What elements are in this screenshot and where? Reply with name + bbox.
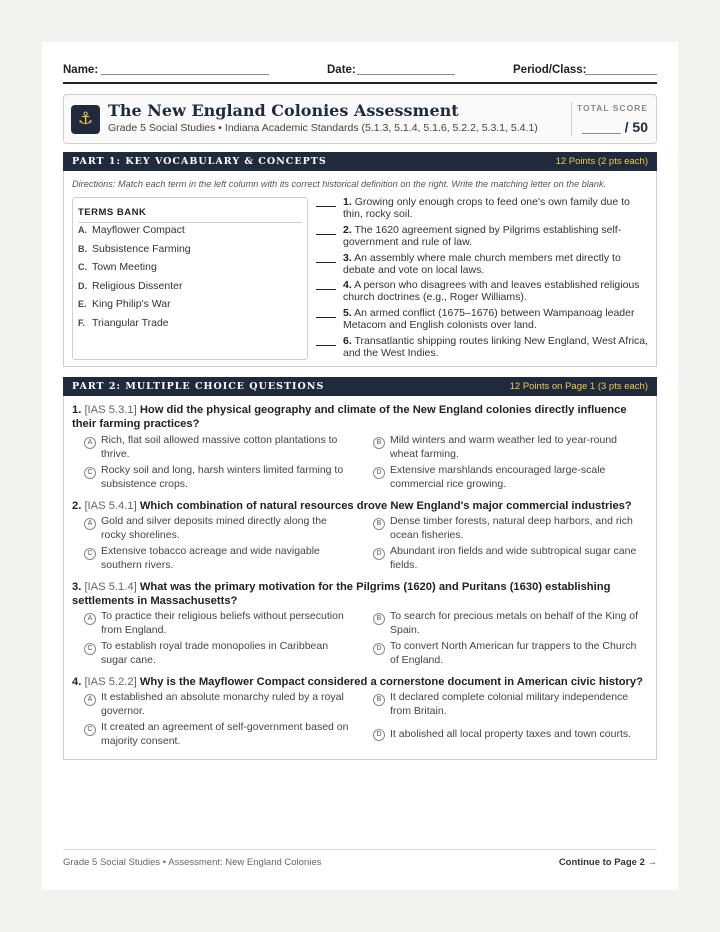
question-text: Which combination of natural resources drove New England's major commercial industries?: [139, 500, 632, 512]
period-field[interactable]: [585, 74, 657, 75]
option-text: Gold and silver deposits mined directly along the rocky shorelines.: [101, 515, 327, 541]
part1-points: 12 Points (2 pts each): [555, 156, 648, 167]
option-text: Extensive marshlands encouraged large-scale commercial rice growing.: [390, 464, 606, 490]
option-bubble[interactable]: A: [84, 613, 96, 625]
standard-tag: [IAS 5.2.2]: [84, 676, 137, 688]
question-text: How did the physical geography and climate of the New England colonies directly influence their farming practices?: [72, 404, 627, 430]
definition-text: An assembly where male church members met directly to debate and vote on local laws.: [343, 252, 621, 276]
option-bubble[interactable]: A: [84, 518, 96, 530]
question-3: [72, 580, 648, 608]
part1-header: [63, 152, 657, 171]
continue-link[interactable]: Continue to Page 2 →: [558, 857, 657, 868]
definition-item: [316, 252, 652, 280]
option-text: Mild winters and warm weather led to year-round wheat farming.: [390, 434, 618, 460]
question-1: [72, 403, 648, 431]
option-bubble[interactable]: D: [373, 643, 385, 655]
definition-number: 4.: [343, 279, 352, 291]
question-number: 4.: [72, 676, 82, 688]
option-bubble[interactable]: B: [373, 518, 385, 530]
part2-points: 12 Points on Page 1 (3 pts each): [509, 381, 648, 392]
option-bubble[interactable]: C: [84, 548, 96, 560]
standard-tag: [IAS 5.3.1]: [84, 404, 137, 416]
definition-text: The 1620 agreement signed by Pilgrims establishing self-government and rule of law.: [343, 224, 622, 248]
option-text: Abundant iron fields and wide subtropical sugar cane fields.: [390, 545, 637, 571]
worksheet-page: [42, 42, 678, 890]
question-2: [72, 499, 648, 513]
definition-item: [316, 307, 652, 335]
definition-text: A person who disagrees with and leaves established religious church doctrines (e.g., Roger Williams).: [343, 279, 640, 303]
standard-tag: [IAS 5.1.4]: [84, 581, 137, 593]
option-text: Extensive tobacco acreage and wide navigable southern rivers.: [101, 545, 320, 571]
term-item: [78, 298, 171, 310]
answer-blank[interactable]: [316, 262, 336, 263]
title-block: [63, 94, 657, 144]
part2-header: [63, 377, 657, 396]
option-bubble[interactable]: D: [373, 548, 385, 560]
footer-divider: [63, 849, 657, 850]
definition-number: 5.: [343, 307, 352, 319]
term-item: [78, 280, 182, 292]
page-content: [63, 42, 657, 890]
score-divider: [571, 102, 572, 136]
question-number: 1.: [72, 404, 82, 416]
definition-text: Growing only enough crops to feed one's own family due to thin, rocky soil.: [343, 196, 630, 220]
answer-blank[interactable]: [316, 234, 336, 235]
date-field[interactable]: [357, 74, 455, 75]
option-bubble[interactable]: C: [84, 467, 96, 479]
term-text: Triangular Trade: [92, 316, 169, 329]
term-item: [78, 224, 185, 236]
term-letter: F.: [78, 317, 86, 328]
definition-item: [316, 279, 652, 307]
standard-tag: [IAS 5.4.1]: [84, 500, 137, 512]
option-text: It created an agreement of self-government based on majority consent.: [101, 721, 349, 747]
terms-bank: [72, 197, 308, 360]
option-bubble[interactable]: C: [84, 643, 96, 655]
period-label: Period/Class:: [513, 64, 587, 76]
option-text: It declared complete colonial military independence from Britain.: [390, 691, 629, 717]
term-letter: A.: [78, 225, 87, 235]
part1-section: [63, 171, 657, 367]
option-text: Dense timber forests, natural deep harbors, and rich ocean fisheries.: [390, 515, 633, 541]
score-value[interactable]: _____ / 50: [581, 119, 648, 135]
option-bubble[interactable]: A: [84, 437, 96, 449]
term-item: [78, 317, 169, 329]
term-letter: B.: [78, 243, 87, 254]
definition-number: 1.: [343, 196, 352, 208]
answer-blank[interactable]: [316, 345, 336, 346]
part1-title: PART 1: KEY VOCABULARY & CONCEPTS: [72, 156, 327, 167]
definition-number: 3.: [343, 252, 352, 264]
option-text: Rocky soil and long, harsh winters limited farming to subsistence crops.: [101, 464, 344, 490]
option-text: To convert North American fur trappers to the Church of England.: [390, 640, 637, 666]
part2-title: PART 2: MULTIPLE CHOICE QUESTIONS: [72, 381, 325, 392]
definition-number: 6.: [343, 335, 352, 347]
term-text: Mayflower Compact: [92, 224, 185, 236]
option-bubble[interactable]: D: [373, 729, 385, 741]
part1-directions: Directions: Match each term in the left column with its correct historical definition on the right. Write the matching letter on the blank.: [72, 179, 607, 189]
term-letter: C.: [78, 262, 87, 272]
page-subtitle: Grade 5 Social Studies • Indiana Academic Standards (5.1.3, 5.1.4, 5.1.6, 5.2.2, 5.3.1, 5.4.1): [108, 122, 538, 134]
header-divider: [63, 82, 657, 84]
option-bubble[interactable]: B: [373, 613, 385, 625]
term-text: King Philip's War: [92, 298, 171, 310]
page-title: The New England Colonies Assessment: [108, 101, 459, 120]
option-text: Rich, flat soil allowed massive cotton plantations to thrive.: [101, 434, 338, 460]
terms-bank-title: TERMS BANK: [78, 207, 302, 223]
anchor-icon: ⚓: [71, 105, 100, 134]
term-text: Town Meeting: [92, 261, 157, 273]
option-text: To search for precious metals on behalf of the King of Spain.: [390, 610, 639, 636]
part2-section: [63, 396, 657, 760]
answer-blank[interactable]: [316, 289, 336, 290]
student-info-row: [63, 64, 657, 80]
question-text: What was the primary motivation for the Pilgrims (1620) and Puritans (1630) establishing settlements in Massachusetts?: [72, 581, 611, 607]
option-bubble[interactable]: C: [84, 724, 96, 736]
question-4: [72, 675, 648, 689]
term-text: Religious Dissenter: [92, 279, 183, 292]
definition-item: [316, 196, 652, 224]
option-bubble[interactable]: A: [84, 694, 96, 706]
option-bubble[interactable]: D: [373, 467, 385, 479]
definition-item: [316, 335, 652, 363]
name-field[interactable]: [101, 74, 269, 75]
option-text: It established an absolute monarchy ruled by a royal governor.: [101, 691, 344, 717]
option-bubble[interactable]: B: [373, 437, 385, 449]
option-text: It abolished all local property taxes and town courts.: [390, 728, 632, 740]
option-text: To establish royal trade monopolies in Caribbean sugar cane.: [101, 640, 329, 666]
footer-course: Grade 5 Social Studies • Assessment: New England Colonies: [63, 857, 322, 868]
answer-blank[interactable]: [316, 317, 336, 318]
definition-number: 2.: [343, 224, 352, 236]
question-number: 3.: [72, 581, 82, 593]
option-bubble[interactable]: B: [373, 694, 385, 706]
term-item: [78, 261, 157, 273]
term-letter: D.: [78, 280, 87, 291]
question-number: 2.: [72, 500, 82, 512]
term-letter: E.: [78, 299, 87, 309]
definition-item: [316, 224, 652, 252]
question-text: Why is the Mayflower Compact considered a cornerstone document in American civic history?: [139, 676, 643, 688]
definition-text: Transatlantic shipping routes linking New England, West Africa, and the West Indies.: [343, 335, 649, 359]
option-text: To practice their religious beliefs without persecution from England.: [101, 610, 344, 636]
name-label: Name:: [63, 64, 99, 76]
definition-text: An armed conflict (1675–1676) between Wampanoag leader Metacom and English colonists over land.: [343, 307, 635, 331]
term-item: [78, 243, 191, 255]
term-text: Subsistence Farming: [92, 242, 191, 255]
answer-blank[interactable]: [316, 206, 336, 207]
score-label: TOTAL SCORE: [577, 103, 648, 113]
date-label: Date:: [327, 64, 356, 76]
